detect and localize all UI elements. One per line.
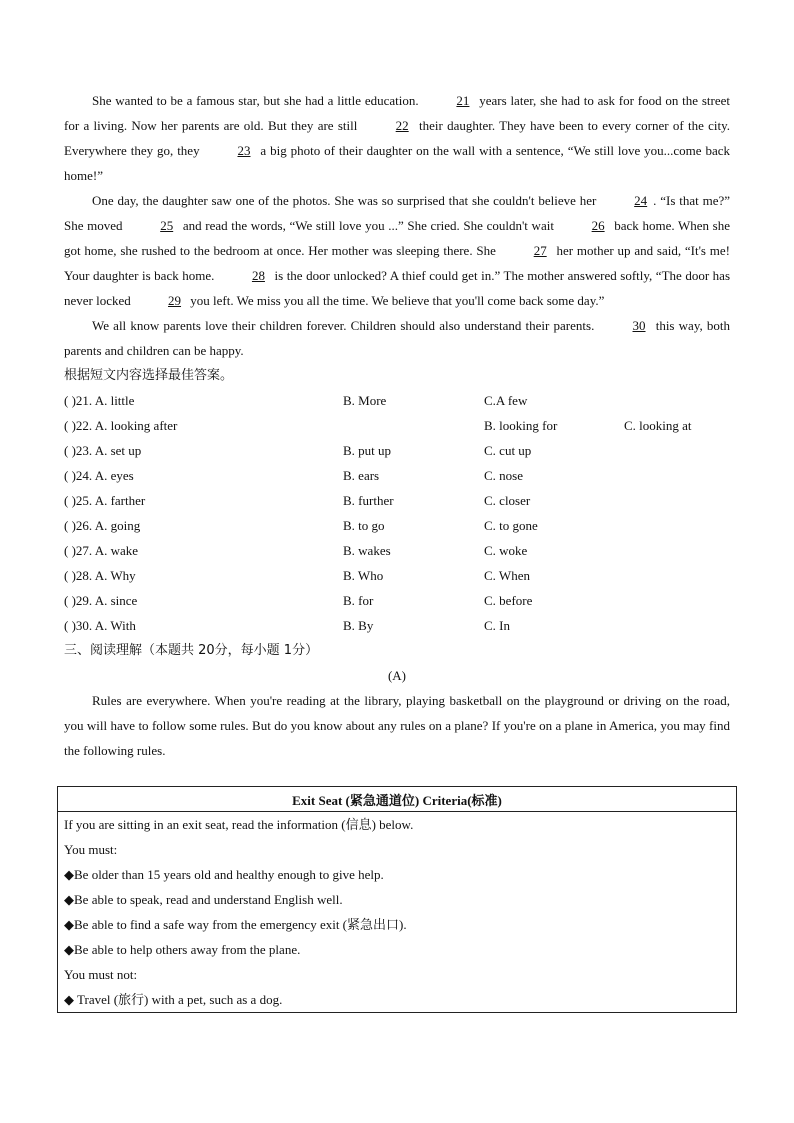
option-c: C. before bbox=[484, 593, 533, 608]
question-row bbox=[64, 588, 730, 613]
option-c: C. When bbox=[484, 568, 530, 583]
option-a: ( )29. A. since bbox=[64, 593, 138, 608]
question-row bbox=[64, 513, 730, 538]
text-span: you left. We miss you all the time. We believe that you'll come back some day.” bbox=[190, 293, 605, 308]
blank-25: 25 bbox=[160, 218, 174, 233]
blank-23: 23 bbox=[237, 143, 251, 158]
rule-line: You must: bbox=[64, 842, 118, 857]
option-d: C. looking at bbox=[624, 418, 692, 433]
reading-intro: Rules are everywhere. When you're reading at the library, playing basketball on the playground or driving on the road, you will have to follow some rules. But do you know about any rules on a plane? If you're on a plane in America, you may find the following rules. bbox=[64, 693, 730, 758]
rule-line: ◆ Travel (旅行) with a pet, such as a dog. bbox=[64, 992, 283, 1007]
blank-28: 28 bbox=[251, 268, 265, 283]
option-c: C.A few bbox=[484, 393, 528, 408]
question-list bbox=[64, 388, 730, 638]
text-span: their daughter. They have been to every corner of the city. Everywhere they go, they bbox=[64, 118, 731, 158]
option-c: B. looking for bbox=[484, 418, 558, 433]
question-row bbox=[64, 613, 730, 638]
text-span: She wanted to be a famous star, but she had a little education. bbox=[92, 93, 419, 108]
passage-paragraph-1 bbox=[64, 88, 730, 188]
option-c: C. cut up bbox=[484, 443, 532, 458]
option-a: ( )30. A. With bbox=[64, 618, 136, 633]
passage-paragraph-3 bbox=[64, 313, 730, 363]
option-b: B. wakes bbox=[343, 543, 391, 558]
text-span: and read the words, “We still love you ...” She cried. She couldn't wait bbox=[182, 218, 554, 233]
document-page bbox=[64, 88, 730, 763]
text-span: back home. When she got home, she rushed to the bedroom at once. Her mother was sleeping there. She bbox=[64, 218, 731, 258]
option-b: B. for bbox=[343, 593, 374, 608]
rule-line: ◆Be able to find a safe way from the emergency exit (紧急出口). bbox=[64, 917, 407, 932]
blank-29: 29 bbox=[168, 293, 182, 308]
rule-line: You must not: bbox=[64, 967, 138, 982]
option-b: B. Who bbox=[343, 568, 384, 583]
text-span: a big photo of their daughter on the wall with a sentence, “We still love you...come back home!” bbox=[64, 143, 731, 183]
option-a: ( )28. A. Why bbox=[64, 568, 136, 583]
blank-30: 30 bbox=[632, 318, 646, 333]
option-c: C. In bbox=[484, 618, 510, 633]
question-row bbox=[64, 488, 730, 513]
blank-26: 26 bbox=[591, 218, 605, 233]
blank-24: 24 bbox=[634, 193, 648, 208]
option-b: B. to go bbox=[343, 518, 385, 533]
text-span: is the door unlocked? A thief could get in.” The mother answered softly, “The door has never locked bbox=[64, 268, 731, 308]
option-c: C. closer bbox=[484, 493, 531, 508]
option-a: ( )24. A. eyes bbox=[64, 468, 134, 483]
question-row bbox=[64, 463, 730, 488]
option-a: ( )22. A. looking after bbox=[64, 418, 178, 433]
passage-paragraph-2 bbox=[64, 188, 730, 313]
option-c: C. to gone bbox=[484, 518, 538, 533]
option-a: ( )27. A. wake bbox=[64, 543, 139, 558]
rule-line: ◆Be able to speak, read and understand English well. bbox=[64, 892, 343, 907]
text-span: years later, she had to ask for food on the street for a living. Now her parents are old. But they are still bbox=[64, 93, 730, 133]
text-span: . “Is that me?” She moved bbox=[64, 193, 730, 233]
text-span: this way, both parents and children can be happy. bbox=[64, 318, 731, 358]
question-row bbox=[64, 413, 730, 438]
exit-seat-rules-table bbox=[57, 786, 737, 1013]
question-row bbox=[64, 388, 730, 413]
question-row bbox=[64, 438, 730, 463]
text-span: One day, the daughter saw one of the photos. She was so surprised that she couldn't believe her bbox=[92, 193, 597, 208]
section-heading: 三、阅读理解（本题共 20分，每小题 1分） bbox=[64, 643, 319, 658]
question-row bbox=[64, 563, 730, 588]
option-b: B. By bbox=[343, 618, 374, 633]
option-a: ( )25. A. farther bbox=[64, 493, 146, 508]
option-a: ( )26. A. going bbox=[64, 518, 141, 533]
option-b: B. ears bbox=[343, 468, 380, 483]
option-b: B. further bbox=[343, 493, 394, 508]
option-c: C. woke bbox=[484, 543, 528, 558]
option-a: ( )23. A. set up bbox=[64, 443, 142, 458]
table-body bbox=[58, 812, 737, 1013]
rule-line: If you are sitting in an exit seat, read the information (信息) below. bbox=[64, 817, 414, 832]
part-label: (A) bbox=[387, 668, 407, 683]
option-b: B. More bbox=[343, 393, 387, 408]
option-c: C. nose bbox=[484, 468, 523, 483]
rule-line: ◆Be able to help others away from the plane. bbox=[64, 942, 301, 957]
text-span: We all know parents love their children forever. Children should also understand their parents. bbox=[92, 318, 595, 333]
instruction-text: 根据短文内容选择最佳答案。 bbox=[64, 368, 234, 383]
option-a: ( )21. A. little bbox=[64, 393, 135, 408]
rule-line: ◆Be older than 15 years old and healthy enough to give help. bbox=[64, 867, 384, 882]
question-row bbox=[64, 538, 730, 563]
blank-27: 27 bbox=[533, 243, 547, 258]
blank-22: 22 bbox=[395, 118, 409, 133]
table-title: Exit Seat (紧急通道位) Criteria(标准) bbox=[58, 787, 737, 812]
blank-21: 21 bbox=[456, 93, 470, 108]
text-span: her mother up and said, “It's me! Your daughter is back home. bbox=[64, 243, 731, 283]
option-b: B. put up bbox=[343, 443, 392, 458]
